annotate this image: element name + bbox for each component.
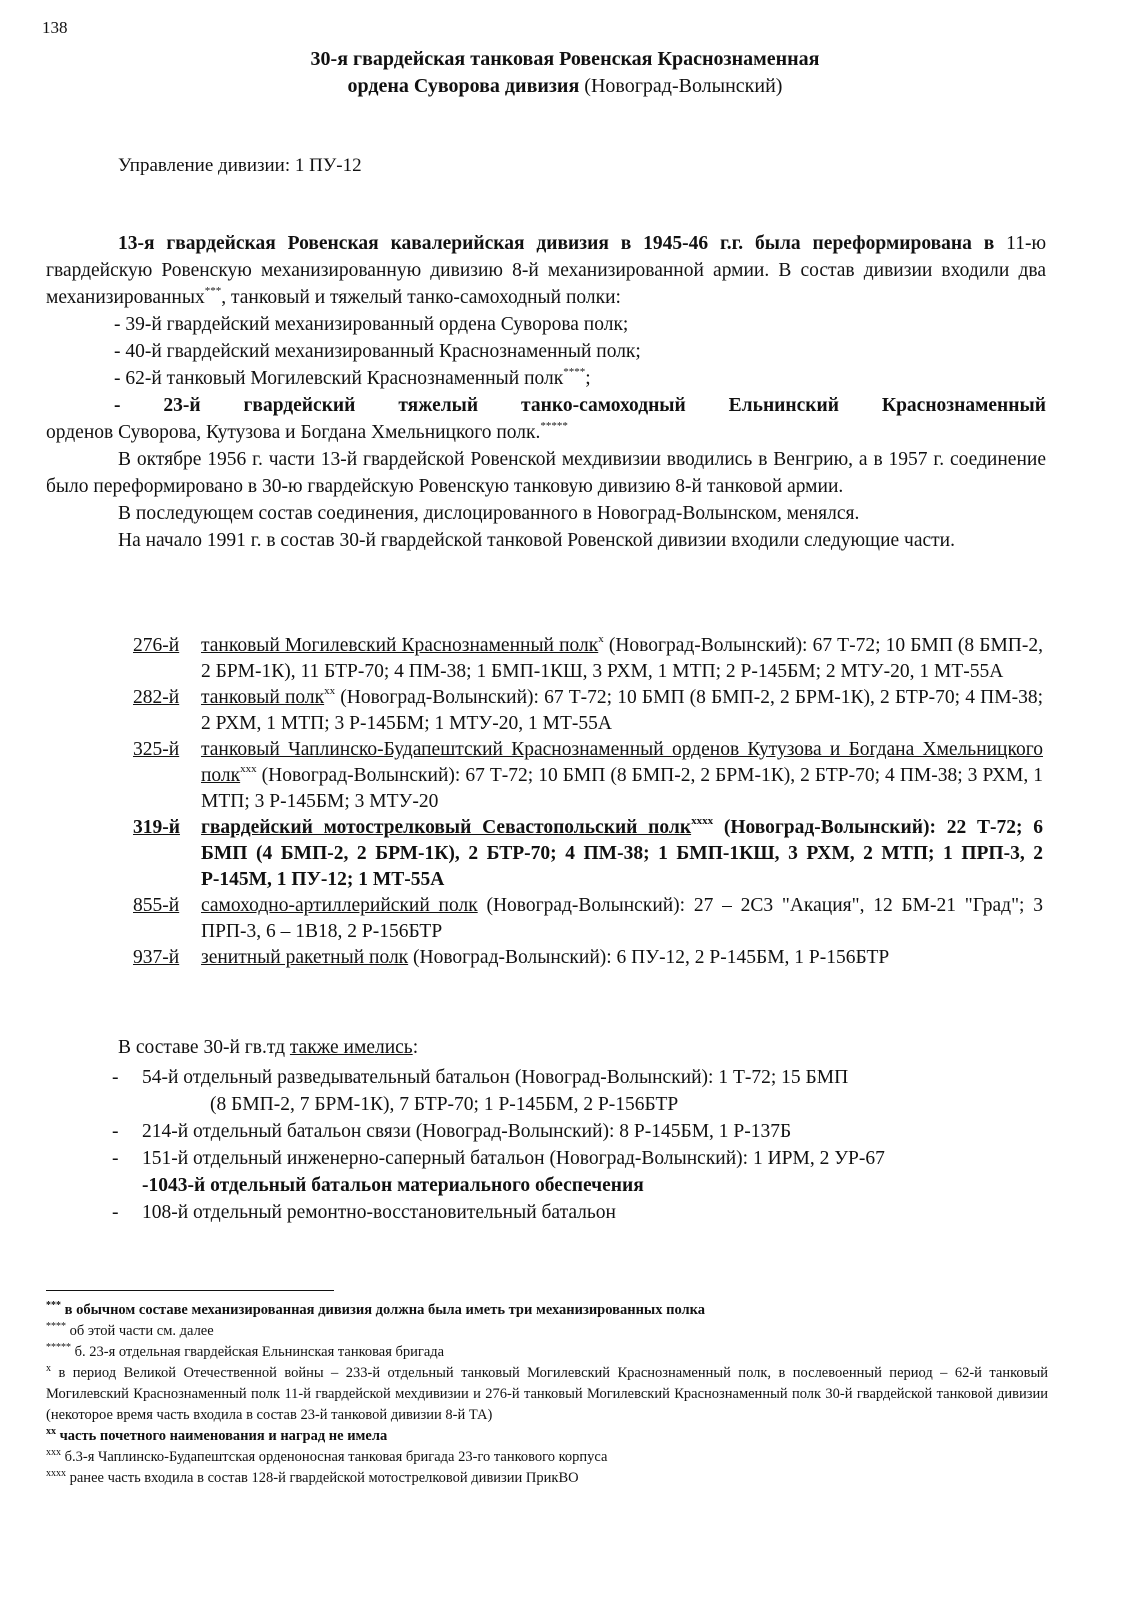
list-dash: -	[112, 1202, 119, 1223]
footnote-mark: xx	[46, 1426, 56, 1437]
footnote	[46, 1342, 1048, 1363]
unit-name: танковый Могилевский Краснознаменный полк	[201, 635, 599, 656]
unit-name: гвардейский мотострелковый Севастопольский полк	[201, 817, 692, 838]
history-section	[46, 230, 1046, 554]
battalion-text: 151-й отдельный инженерно-саперный батальон (Новоград-Волынский): 1 ИРМ, 2 УР-67	[142, 1148, 885, 1169]
footnote-text: б.3-я Чаплинско-Будапештская орденоносная танковая бригада 23-го танкового корпуса	[61, 1449, 608, 1465]
unit-composition: (Новоград-Волынский): 67 Т-72; 10 БМП (8 БМП-2, 2 БРМ-1К), 2 БТР-70; 4 ПМ-38; 3 РХМ, 1 МТП; 3 Р-145БМ; 3 МТУ-20	[201, 765, 1043, 812]
regiment-list-item: - 40-й гвардейский механизированный Краснознаменный полк;	[114, 341, 641, 362]
page-title	[0, 46, 1130, 100]
list-dash: -	[112, 1121, 119, 1142]
unit-name: танковый полк	[201, 687, 325, 708]
footnote-divider	[46, 1290, 334, 1291]
unit-description	[201, 633, 1043, 685]
regiment-list-item: - 39-й гвардейский механизированный ордена Суворова полк;	[114, 314, 629, 335]
battalion-text: -1043-й отдельный батальон материального обеспечения	[142, 1175, 644, 1196]
battalion-entry	[112, 1145, 1047, 1172]
unit-description	[201, 685, 1043, 737]
history-paragraph-1: 13-я гвардейская Ровенская кавалерийская дивизия в 1945-46 г.г. была переформирована в 11-ю гвардейскую Ровенскую механизированную дивизию 8-й механизированной армии. В состав дивизии входили два механизированных***, танковый и тяжелый танко-самоходный полки:	[46, 233, 1047, 308]
footnote-mark: xxx	[46, 1447, 61, 1458]
page-number: 138	[42, 18, 68, 37]
footnote-text: в период Великой Отечественной войны – 233-й отдельный танковый Могилевский Краснознаменный полк, в послевоенный период – 62-й танковый Могилевский Краснознаменный полк 11-й гвардейской мехдивизии и 276-й танковый Могилевский Краснознаменный полк 30-й гвардейской танковой дивизии (некоторое время часть входила в состав 23-й танковой дивизии 8-й ТА)	[46, 1365, 1048, 1423]
unit-number: 325-й	[133, 739, 180, 760]
unit-name: зенитный ракетный полк	[201, 947, 409, 968]
footnote	[46, 1363, 1048, 1426]
footnote-mark: ****	[46, 1321, 66, 1332]
history-paragraph-3: В последующем состав соединения, дислоцированного в Новоград-Волынском, менялся.	[118, 503, 860, 524]
history-paragraph-2: В октябре 1956 г. части 13-й гвардейской Ровенской мехдивизии вводились в Венгрию, а в 1957 г. соединение было переформировано в 30-ю гвардейскую Ровенскую танковую дивизию 8-й танковой армии.	[46, 449, 1046, 497]
regiment-list-item-continuation: орденов Суворова, Кутузова и Богдана Хмельницкого полк.*****	[46, 420, 568, 443]
regiment-list-item: - 62-й танковый Могилевский Краснознаменный полк****;	[114, 366, 591, 389]
footnote-text: ранее часть входила в состав 128-й гвардейской мотострелковой дивизии ПрикВО	[66, 1470, 579, 1486]
unit-number: 855-й	[133, 895, 180, 916]
also-list	[112, 1064, 1047, 1226]
unit-entry	[133, 737, 1043, 815]
unit-composition: (Новоград-Волынский): 6 ПУ-12, 2 Р-145БМ, 1 Р-156БТР	[408, 947, 890, 968]
title-line-2: ордена Суворова дивизия (Новоград-Волынский)	[347, 75, 783, 97]
footnote-text: часть почетного наименования и наград не имела	[56, 1428, 388, 1444]
unit-composition: (Новоград-Волынский): 67 Т-72; 10 БМП (8 БМП-2, 2 БРМ-1К), 2 БТР-70; 4 ПМ-38; 2 РХМ, 1 МТП; 3 Р-145БМ; 1 МТУ-20, 1 МТ-55А	[201, 687, 1043, 734]
unit-name: танковый Чаплинско-Будапештский Краснознаменный орденов Кутузова и Богдана Хмельницкого полк	[201, 739, 1043, 786]
list-dash: -	[112, 1067, 119, 1088]
battalion-entry	[112, 1199, 1047, 1226]
title-line-1: 30-я гвардейская танковая Ровенская Краснознаменная	[310, 48, 820, 70]
footnote	[46, 1468, 1048, 1489]
division-management: Управление дивизии: 1 ПУ-12	[118, 155, 362, 176]
unit-entry	[133, 893, 1043, 945]
footnote-mark: xxxx	[691, 815, 714, 827]
regiment-list-item: - 23-й гвардейский тяжелый танко-самоходный Ельнинский Краснознаменный	[114, 395, 1046, 416]
footnote-mark: *****	[46, 1342, 71, 1353]
units-list	[133, 633, 1043, 971]
unit-number: 276-й	[133, 635, 180, 656]
unit-description	[201, 737, 1043, 815]
footnote-text: в обычном составе механизированная дивизия должна была иметь три механизированных полка	[61, 1302, 706, 1318]
unit-entry	[133, 685, 1043, 737]
unit-composition: (Новоград-Волынский): 22 Т-72; 6 БМП (4 БМП-2, 2 БРМ-1К), 2 БТР-70; 4 ПМ-38; 1 БМП-1КШ, 3 РХМ, 2 МТП; 1 ПРП-3, 2 Р-145М, 1 ПУ-12; 1 МТ-55А	[201, 817, 1044, 890]
footnote-mark: ***	[46, 1300, 61, 1311]
footnote-mark: xx	[324, 685, 336, 697]
also-heading: В составе 30-й гв.тд также имелись:	[118, 1037, 419, 1058]
footnote-text: б. 23-я отдельная гвардейская Ельнинская танковая бригада	[71, 1344, 445, 1360]
unit-entry	[133, 945, 1043, 971]
battalion-text: 214-й отдельный батальон связи (Новоград-Волынский): 8 Р-145БМ, 1 Р-137Б	[142, 1121, 792, 1142]
footnote-text: об этой части см. далее	[66, 1323, 214, 1339]
unit-number: 937-й	[133, 947, 180, 968]
list-dash	[112, 1172, 142, 1199]
list-dash: -	[112, 1148, 119, 1169]
unit-composition: (Новоград-Волынский): 27 – 2С3 "Акация", 12 БМ-21 "Град"; 3 ПРП-3, 6 – 1В18, 2 Р-156БТР	[201, 895, 1043, 942]
unit-description	[201, 893, 1043, 945]
footnote	[46, 1426, 1048, 1447]
footnote	[46, 1321, 1048, 1342]
unit-name: самоходно-артиллерийский полк	[201, 895, 478, 916]
battalion-entry	[112, 1118, 1047, 1145]
battalion-text-continuation: (8 БМП-2, 7 БРМ-1К), 7 БТР-70; 1 Р-145БМ, 2 Р-156БТР	[210, 1094, 679, 1115]
history-paragraph-4: На начало 1991 г. в состав 30-й гвардейской танковой Ровенской дивизии входили следующие части.	[118, 530, 955, 551]
unit-entry	[133, 633, 1043, 685]
battalion-entry	[112, 1064, 1047, 1091]
unit-number: 319-й	[133, 817, 180, 838]
unit-number: 282-й	[133, 687, 180, 708]
footnotes	[46, 1300, 1048, 1489]
unit-description	[201, 815, 1043, 893]
battalion-text: 54-й отдельный разведывательный батальон (Новоград-Волынский): 1 Т-72; 15 БМП	[142, 1067, 849, 1088]
footnote	[46, 1300, 1048, 1321]
footnote-mark: x	[46, 1363, 51, 1374]
footnote-mark: xxxx	[46, 1468, 66, 1479]
unit-description	[201, 945, 1043, 971]
footnote	[46, 1447, 1048, 1468]
battalion-entry	[112, 1172, 1047, 1199]
unit-entry	[133, 815, 1043, 893]
battalion-text: 108-й отдельный ремонтно-восстановительный батальон	[142, 1202, 616, 1223]
unit-composition: (Новоград-Волынский): 67 Т-72; 10 БМП (8 БМП-2, 2 БРМ-1К), 11 БТР-70; 4 ПМ-38; 1 БМП-1КШ, 3 РХМ, 1 МТП; 2 Р-145БМ; 2 МТУ-20, 1 МТ-55А	[201, 635, 1043, 682]
footnote-mark: xxx	[240, 763, 257, 775]
footnote-mark: x	[598, 633, 604, 645]
